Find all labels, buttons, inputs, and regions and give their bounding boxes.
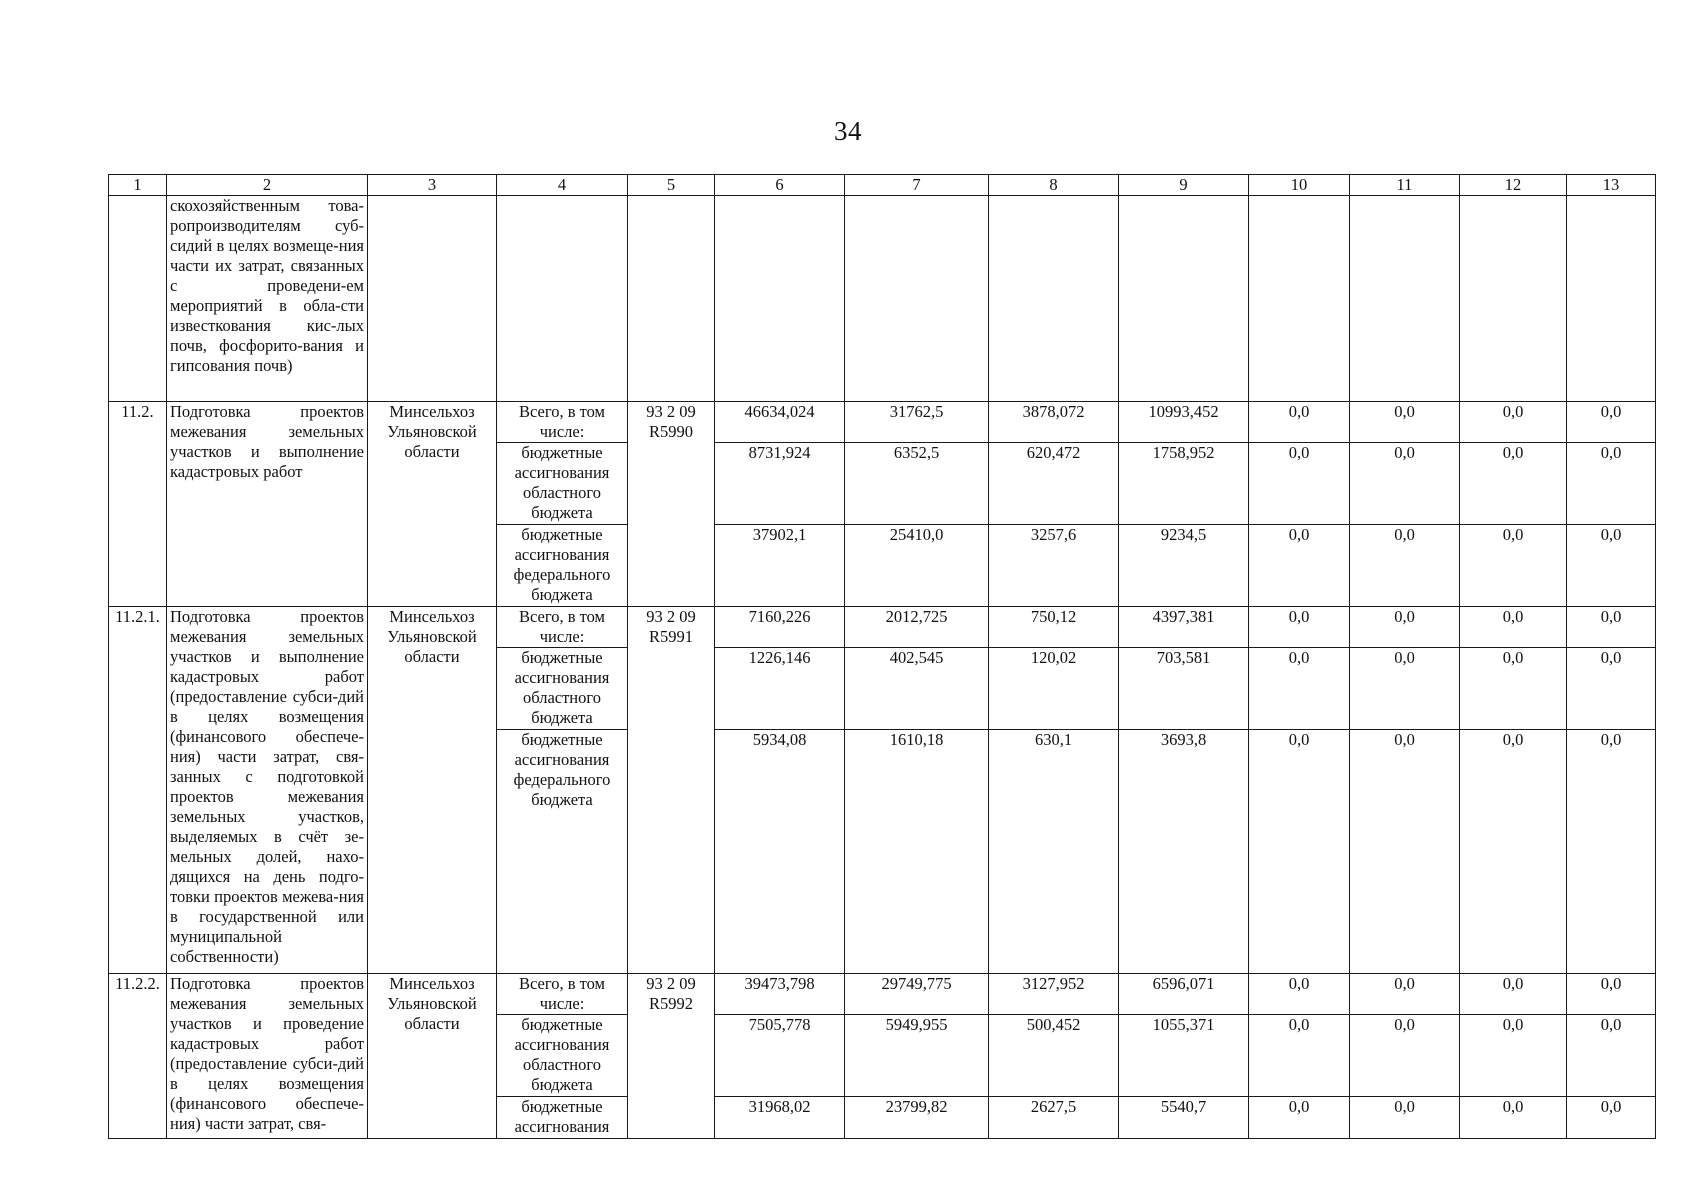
amount-cell: 9234,5: [1119, 525, 1249, 607]
amount-cell: 620,472: [989, 443, 1119, 525]
amount-cell: 4397,381: [1119, 607, 1249, 648]
amount-cell: 0,0: [1350, 443, 1460, 525]
amount-cell: 0,0: [1350, 1097, 1460, 1139]
column-number: 2: [167, 175, 368, 196]
amount-cell: 3693,8: [1119, 730, 1249, 974]
column-number: 3: [368, 175, 497, 196]
amount-cell: 10993,452: [1119, 402, 1249, 443]
amount-cell: 23799,82: [845, 1097, 989, 1139]
table-row: [109, 974, 1656, 1015]
table-row: [109, 607, 1656, 648]
amount-cell: 7505,778: [715, 1015, 845, 1097]
amount-cell: 3127,952: [989, 974, 1119, 1015]
amount-cell: 1610,18: [845, 730, 989, 974]
amount-cell: 0,0: [1460, 1097, 1567, 1139]
column-number: 9: [1119, 175, 1249, 196]
executor-cell: [368, 196, 497, 402]
amount-cell: 31968,02: [715, 1097, 845, 1139]
amount-cell: 0,0: [1567, 525, 1656, 607]
measure-index: 11.2.2.: [109, 974, 167, 1139]
amount-cell: 0,0: [1460, 402, 1567, 443]
value-cell: [715, 196, 845, 402]
funding-source: бюджетные ассигнования областного бюджета: [497, 648, 628, 730]
amount-cell: 3878,072: [989, 402, 1119, 443]
value-cell: [1119, 196, 1249, 402]
amount-cell: 0,0: [1460, 607, 1567, 648]
funding-source: Всего, в том числе:: [497, 974, 628, 1015]
amount-cell: 0,0: [1460, 1015, 1567, 1097]
funding-source: бюджетные ассигнования: [497, 1097, 628, 1139]
amount-cell: 31762,5: [845, 402, 989, 443]
amount-cell: 0,0: [1249, 1015, 1350, 1097]
amount-cell: 0,0: [1350, 730, 1460, 974]
funding-source: Всего, в том числе:: [497, 607, 628, 648]
amount-cell: 0,0: [1567, 402, 1656, 443]
funding-source: бюджетные ассигнования федерального бюджета: [497, 730, 628, 974]
amount-cell: 0,0: [1567, 1097, 1656, 1139]
amount-cell: 0,0: [1249, 648, 1350, 730]
value-cell: [1567, 196, 1656, 402]
measure-index: 11.2.: [109, 402, 167, 607]
amount-cell: 0,0: [1249, 1097, 1350, 1139]
measure-name: Подготовка проектов межевания земельных участков и выполнение кадастровых работ: [167, 402, 368, 607]
column-number: 6: [715, 175, 845, 196]
amount-cell: 0,0: [1567, 974, 1656, 1015]
amount-cell: 703,581: [1119, 648, 1249, 730]
amount-cell: 6352,5: [845, 443, 989, 525]
amount-cell: 500,452: [989, 1015, 1119, 1097]
measure-index: 11.2.1.: [109, 607, 167, 974]
amount-cell: 5949,955: [845, 1015, 989, 1097]
column-number: 5: [628, 175, 715, 196]
budget-code: 93 2 09 R5991: [628, 607, 715, 974]
amount-cell: 8731,924: [715, 443, 845, 525]
amount-cell: 0,0: [1567, 607, 1656, 648]
amount-cell: 0,0: [1350, 648, 1460, 730]
amount-cell: 2627,5: [989, 1097, 1119, 1139]
amount-cell: 39473,798: [715, 974, 845, 1015]
amount-cell: 0,0: [1249, 974, 1350, 1015]
amount-cell: 6596,071: [1119, 974, 1249, 1015]
column-number: 1: [109, 175, 167, 196]
value-cell: [1249, 196, 1350, 402]
amount-cell: 0,0: [1567, 1015, 1656, 1097]
amount-cell: 0,0: [1350, 974, 1460, 1015]
source-cell: [497, 196, 628, 402]
budget-code: 93 2 09 R5992: [628, 974, 715, 1139]
index-cell: [109, 196, 167, 402]
funding-source: бюджетные ассигнования областного бюджета: [497, 443, 628, 525]
column-number: 11: [1350, 175, 1460, 196]
column-number: 4: [497, 175, 628, 196]
measure-name: Подготовка проектов межевания земельных участков и проведение кадастровых работ (предоставление субси-дий в целях возмещения (финансового обеспече-ния) части затрат, свя-: [167, 974, 368, 1139]
measure-name: Подготовка проектов межевания земельных участков и выполнение кадастровых работ (предоставление субси-дий в целях возмещения (финансового обеспече-ния) части затрат, свя-занных с подготовкой проектов межевания земельных участков, выделяемых в счёт зе-мельных долей, нахо-дящихся на день подго-товки проектов межева-ния в государственной или муниципальной собственности): [167, 607, 368, 974]
amount-cell: 0,0: [1567, 648, 1656, 730]
value-cell: [1460, 196, 1567, 402]
amount-cell: 0,0: [1567, 730, 1656, 974]
table-row: [109, 402, 1656, 443]
amount-cell: 25410,0: [845, 525, 989, 607]
amount-cell: 0,0: [1567, 443, 1656, 525]
amount-cell: 1055,371: [1119, 1015, 1249, 1097]
amount-cell: 0,0: [1460, 443, 1567, 525]
budget-table: [108, 174, 1656, 1139]
amount-cell: 1226,146: [715, 648, 845, 730]
amount-cell: 5934,08: [715, 730, 845, 974]
amount-cell: 0,0: [1249, 443, 1350, 525]
executor: Минсельхоз Ульяновской области: [368, 402, 497, 607]
column-number: 8: [989, 175, 1119, 196]
funding-source: бюджетные ассигнования областного бюджета: [497, 1015, 628, 1097]
amount-cell: 0,0: [1460, 730, 1567, 974]
column-number: 10: [1249, 175, 1350, 196]
amount-cell: 630,1: [989, 730, 1119, 974]
amount-cell: 0,0: [1350, 1015, 1460, 1097]
amount-cell: 7160,226: [715, 607, 845, 648]
amount-cell: 5540,7: [1119, 1097, 1249, 1139]
amount-cell: 46634,024: [715, 402, 845, 443]
amount-cell: 750,12: [989, 607, 1119, 648]
amount-cell: 0,0: [1249, 730, 1350, 974]
executor: Минсельхоз Ульяновской области: [368, 974, 497, 1139]
budget-code: 93 2 09 R5990: [628, 402, 715, 607]
amount-cell: 0,0: [1460, 648, 1567, 730]
amount-cell: 402,545: [845, 648, 989, 730]
value-cell: [1350, 196, 1460, 402]
value-cell: [989, 196, 1119, 402]
column-number: 13: [1567, 175, 1656, 196]
amount-cell: 0,0: [1350, 525, 1460, 607]
code-cell: [628, 196, 715, 402]
column-number-row: [109, 175, 1656, 196]
amount-cell: 0,0: [1350, 607, 1460, 648]
amount-cell: 0,0: [1350, 402, 1460, 443]
funding-source: бюджетные ассигнования федерального бюджета: [497, 525, 628, 607]
column-number: 12: [1460, 175, 1567, 196]
amount-cell: 0,0: [1460, 974, 1567, 1015]
executor: Минсельхоз Ульяновской области: [368, 607, 497, 974]
amount-cell: 1758,952: [1119, 443, 1249, 525]
amount-cell: 37902,1: [715, 525, 845, 607]
amount-cell: 3257,6: [989, 525, 1119, 607]
amount-cell: 2012,725: [845, 607, 989, 648]
measure-name: скохозяйственным това-ропроизводителям суб-сидий в целях возмеще-ния части их затрат, связанных с проведени-ем мероприятий в обла-сти известкования кис-лых почв, фосфорито-вания и гипсования почв): [167, 196, 368, 402]
amount-cell: 29749,775: [845, 974, 989, 1015]
value-cell: [845, 196, 989, 402]
page-number: 34: [834, 116, 862, 146]
continuation-row: [109, 196, 1656, 402]
funding-source: Всего, в том числе:: [497, 402, 628, 443]
column-number: 7: [845, 175, 989, 196]
amount-cell: 0,0: [1249, 402, 1350, 443]
amount-cell: 0,0: [1249, 525, 1350, 607]
amount-cell: 120,02: [989, 648, 1119, 730]
amount-cell: 0,0: [1460, 525, 1567, 607]
amount-cell: 0,0: [1249, 607, 1350, 648]
